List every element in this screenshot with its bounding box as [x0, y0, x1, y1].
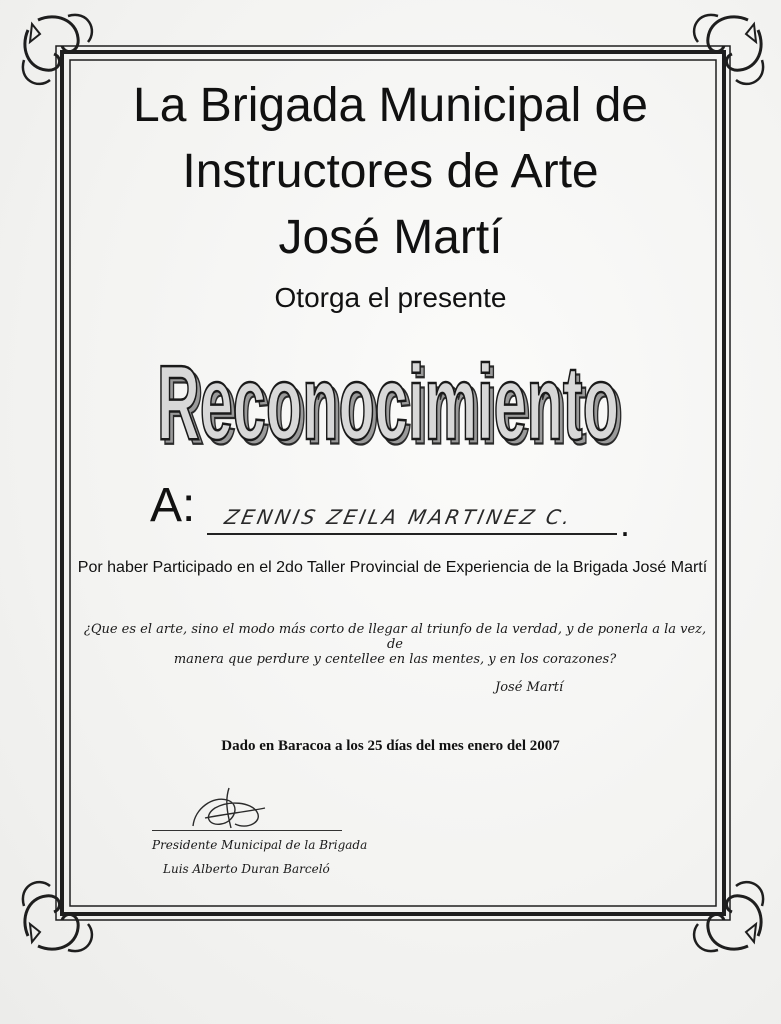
title-line-2: Instructores de Arte	[182, 145, 599, 198]
signature-line	[152, 830, 342, 831]
reason-text: Por haber Participado en el 2do Taller Provincial de Experiencia de la Brigada José Martí	[77, 559, 708, 576]
quote-author: José Martí	[495, 680, 564, 695]
signature-scribble	[185, 778, 275, 838]
award-heading-shadow: Reconocimiento	[161, 348, 624, 455]
recipient-name: ZENNIS ZEILA MARTINEZ C.	[222, 505, 576, 529]
recipient-underline	[207, 533, 617, 535]
title-line-1: La Brigada Municipal de	[133, 79, 648, 132]
title-line-3: José Martí	[278, 211, 503, 264]
issue-date-text: Dado en Baracoa a los 25 días del mes enero del 2007	[221, 738, 560, 754]
quote-line-1: ¿Que es el arte, sino el modo más corto de llegar al triunfo de la verdad, y de ponerla a la vez, de	[83, 622, 707, 652]
award-heading	[150, 325, 630, 455]
recipient-label: A:	[150, 479, 196, 532]
award-heading-text: Reconocimiento	[156, 343, 619, 455]
quote-line-2: manera que perdure y centellee en las mentes, y en los corazones?	[173, 652, 617, 667]
signatory-title: Presidente Municipal de la Brigada	[152, 838, 368, 852]
grant-text: Otorga el presente	[274, 282, 507, 313]
recipient-period: .	[620, 503, 631, 544]
signatory-name: Luis Alberto Duran Barceló	[163, 862, 330, 876]
